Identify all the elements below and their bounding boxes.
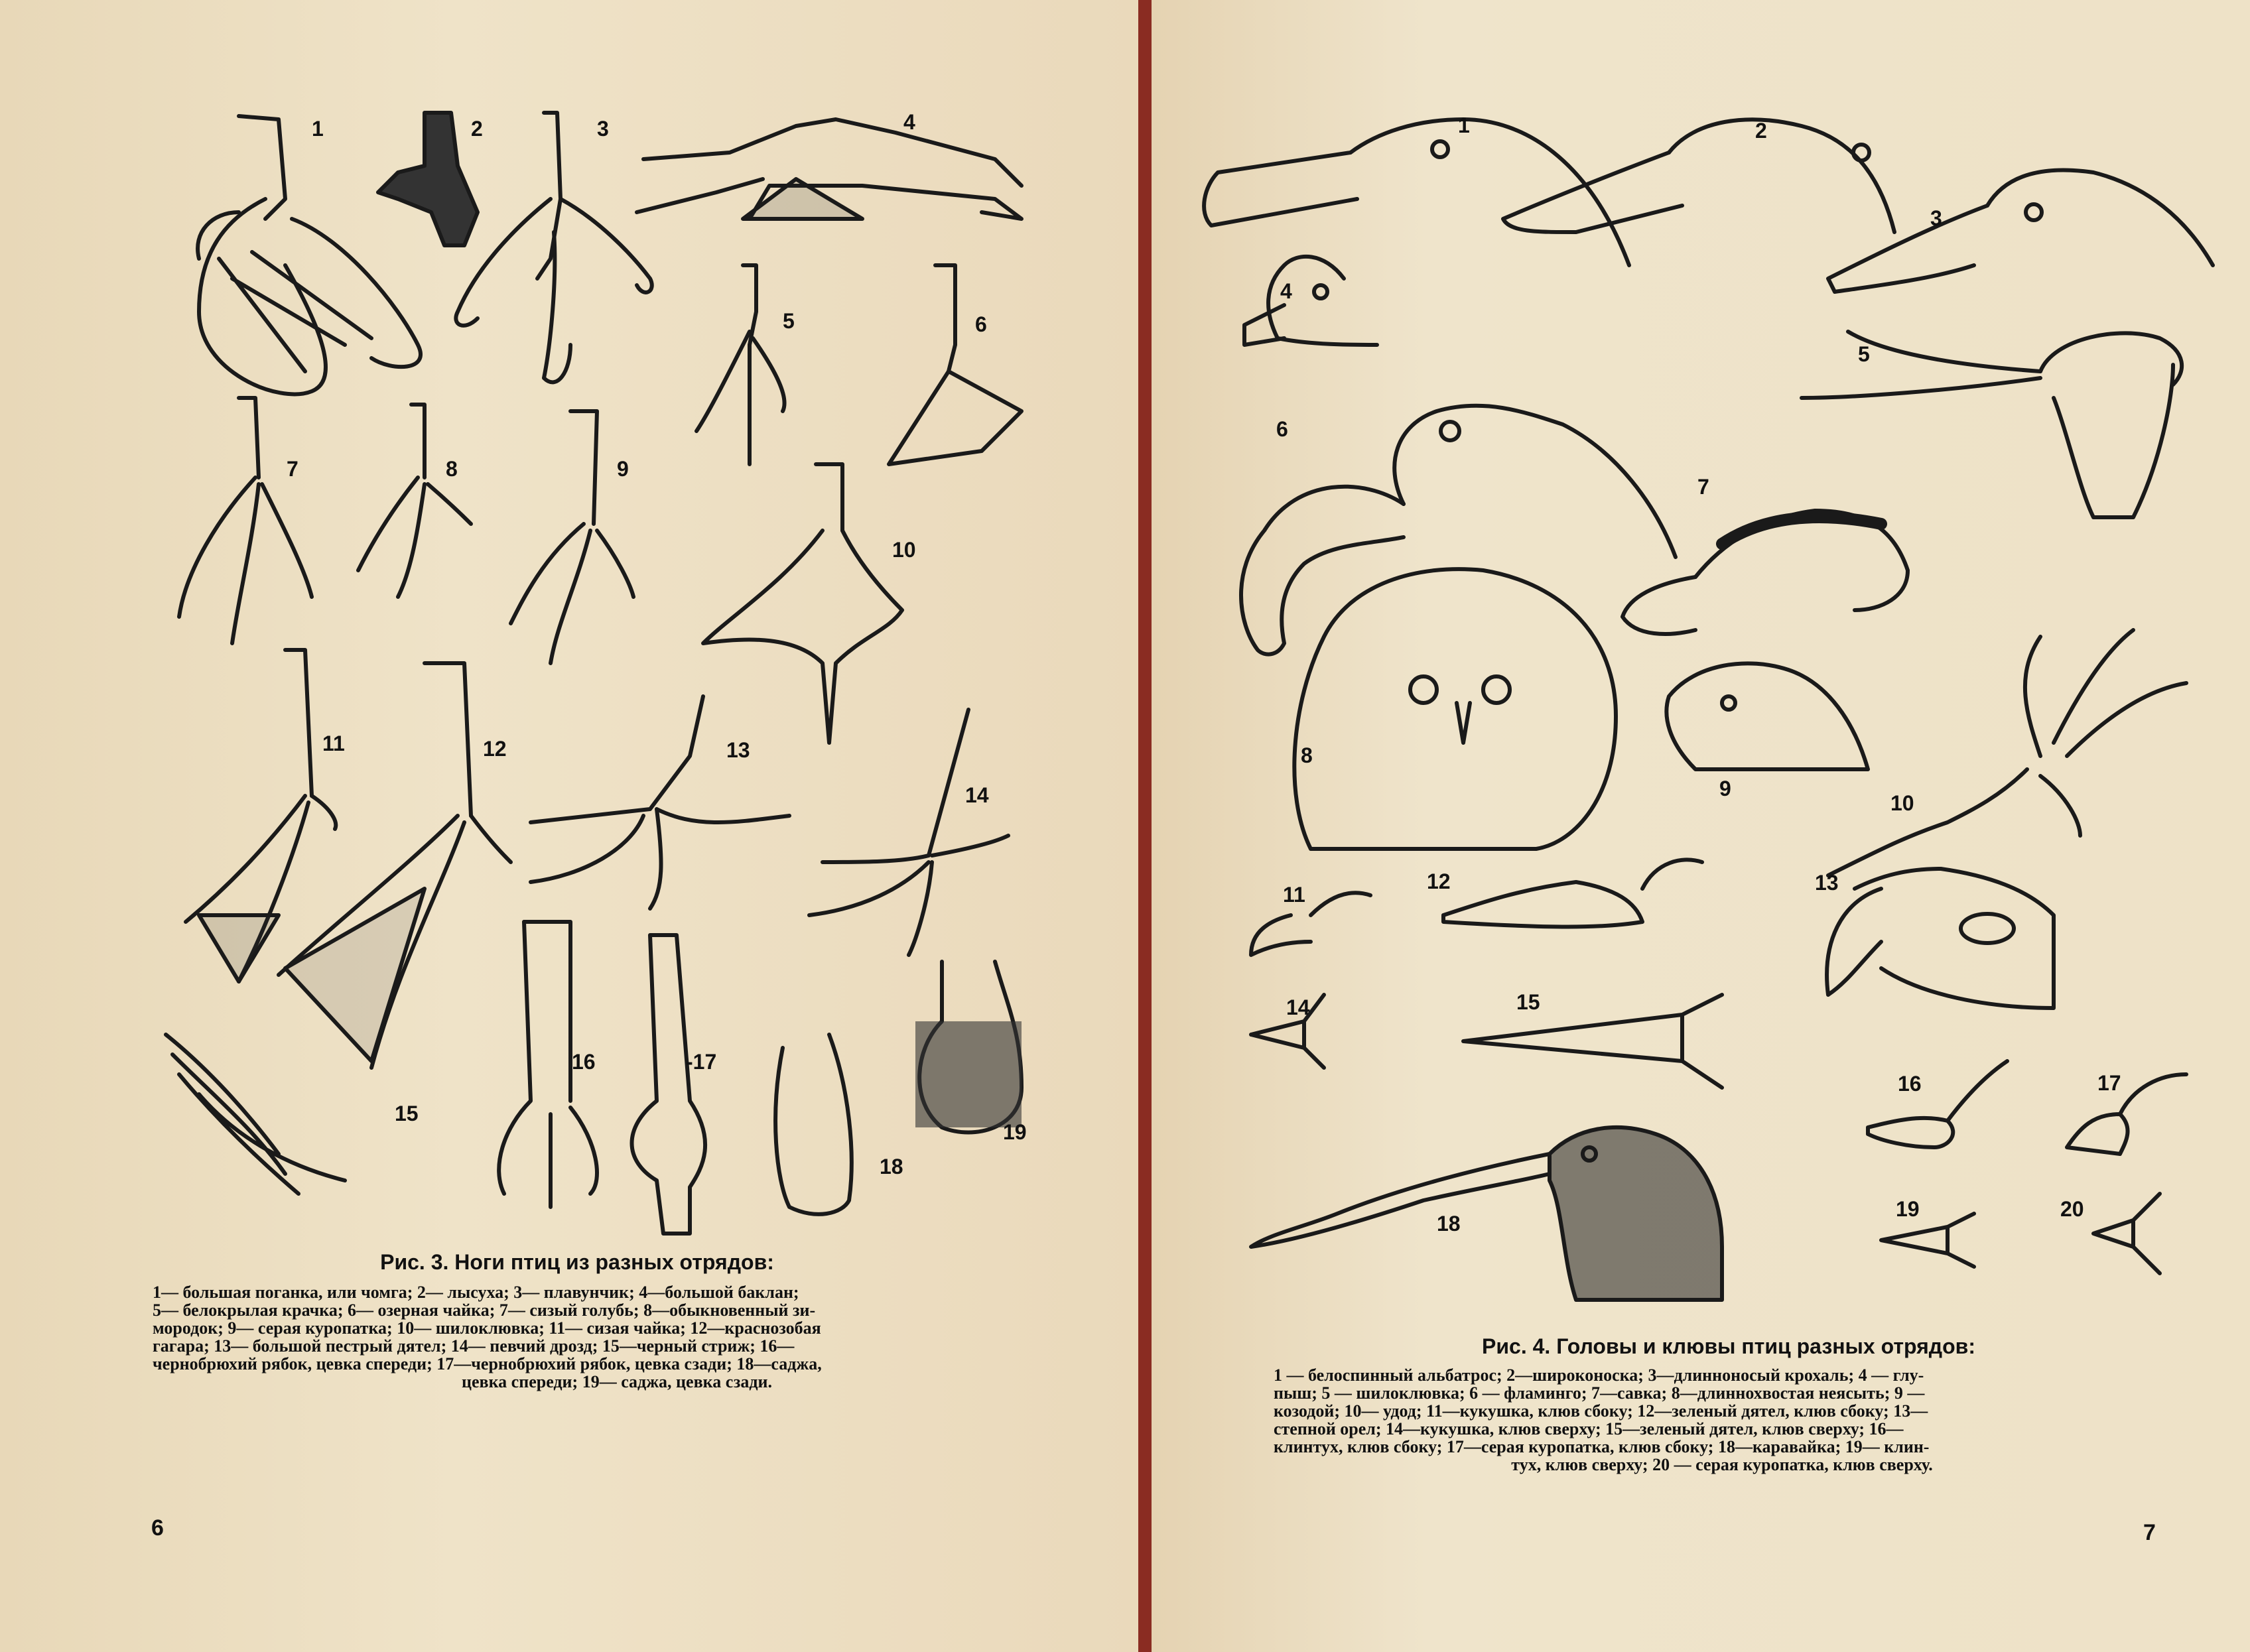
figure-4-caption-title: Рис. 4. Головы и клювы птиц разных отрядов: (1482, 1334, 1975, 1358)
caption-line: степной орел; 14—кукушка, клюв сверху; 15—зеленый дятел, клюв сверху; 16— (1274, 1419, 1904, 1438)
figure-number: 1 (312, 117, 324, 141)
foot-drawing-1 (198, 116, 421, 394)
beak-drawing-17 (2067, 1074, 2186, 1154)
figure-number: 7 (287, 457, 298, 481)
foot-drawing-15 (166, 1035, 345, 1194)
figure-number: 6 (1276, 417, 1288, 441)
foot-drawing-7 (179, 398, 312, 643)
beak-drawing-11 (1251, 893, 1370, 955)
figure-number: -17 (686, 1050, 717, 1074)
figure-number: 13 (1815, 871, 1839, 895)
caption-line: тух, клюв сверху; 20 — серая куропатка, клюв сверху. (1511, 1455, 1933, 1474)
head-drawing-3 (1828, 170, 2213, 292)
head-drawing-9 (1666, 663, 1868, 769)
figure-number: 4 (903, 110, 915, 134)
caption-line: пыш; 5 — шилоклювка; 6 — фламинго; 7—савка; 8—длиннохвостая неясыть; 9 — (1274, 1383, 1925, 1403)
figure-3-caption-title: Рис. 3. Ноги птиц из разных отрядов: (380, 1250, 774, 1274)
figure-number: 10 (892, 538, 916, 562)
head-drawing-6 (1241, 406, 1676, 655)
figure-number: 8 (446, 457, 458, 481)
figure-number: 3 (597, 117, 609, 141)
foot-drawing-8 (358, 405, 471, 597)
figure-number: 18 (880, 1155, 903, 1178)
page-number: 7 (2143, 1520, 2156, 1545)
foot-drawing-12 (279, 663, 511, 1068)
foot-drawing-6 (889, 265, 1022, 464)
caption-line: 1 — белоспинный альбатрос; 2—широконоска; 3—длинноносый крохаль; 4 — глу- (1274, 1366, 1924, 1385)
foot-drawing-2 (378, 113, 478, 245)
figure-number: 11 (1283, 883, 1305, 907)
figure-number: 6 (975, 312, 987, 336)
book-spine (1138, 0, 1152, 1652)
figure-number: 5 (1858, 342, 1870, 366)
foot-drawing-17 (632, 935, 706, 1234)
figure-number: 9 (617, 457, 629, 481)
figure-number: 14 (965, 783, 989, 807)
head-drawing-18 (1251, 1127, 1722, 1300)
head-drawing-4 (1244, 257, 1377, 345)
figure-number: 16 (1898, 1072, 1922, 1096)
caption-line: чернобрюхий рябок, цевка спереди; 17—чернобрюхий рябок, цевка сзади; 18—саджа, (153, 1354, 822, 1373)
figure-number: 7 (1697, 475, 1709, 499)
figure-number: 15 (395, 1102, 419, 1125)
beak-drawing-15 (1463, 995, 1722, 1088)
figure-number: 20 (2060, 1197, 2084, 1221)
figure-number: 4 (1280, 279, 1292, 303)
beak-drawing-16 (1868, 1061, 2007, 1147)
head-drawing-2 (1503, 119, 1894, 232)
figure-number: 16 (572, 1050, 596, 1074)
figure-number: 14 (1286, 995, 1310, 1019)
figure-number: 2 (471, 117, 483, 141)
right-page (1152, 0, 2250, 1652)
figure-number: 8 (1301, 743, 1313, 767)
figure-number: 1 (1458, 113, 1470, 137)
foot-drawing-3 (456, 113, 651, 382)
beak-drawing-19 (1881, 1214, 1974, 1267)
foot-drawing-5 (696, 265, 785, 464)
figure-number: 15 (1516, 990, 1540, 1014)
figure-number: 19 (1003, 1120, 1027, 1144)
foot-drawing-11 (186, 650, 336, 982)
page-number: 6 (151, 1515, 164, 1541)
figure-number: 19 (1896, 1197, 1920, 1221)
caption-line: 5— белокрылая крачка; 6— озерная чайка; 7— сизый голубь; 8—обыкновенный зи- (153, 1301, 816, 1320)
caption-line: 1— большая поганка, или чомга; 2— лысуха; 3— плавунчик; 4—большой баклан; (153, 1283, 799, 1302)
figure-number: 2 (1755, 119, 1767, 143)
caption-line: цевка спереди; 19— саджа, цевка сзади. (462, 1372, 772, 1391)
foot-drawing-13 (531, 696, 789, 909)
caption-line: гагара; 13— большой пестрый дятел; 14— певчий дрозд; 15—черный стриж; 16— (153, 1336, 795, 1356)
beak-drawing-12 (1443, 859, 1702, 926)
head-drawing-8 (1294, 569, 1616, 849)
beak-drawing-20 (2093, 1194, 2160, 1273)
foot-drawing-10 (703, 464, 902, 743)
figure-number: 13 (726, 738, 750, 762)
figure-number: 18 (1437, 1212, 1461, 1236)
foot-drawing-18 (775, 1035, 852, 1214)
caption-line: мородок; 9— серая куропатка; 10— шилоклювка; 11— сизая чайка; 12—краснозобая (153, 1318, 821, 1338)
figure-number: 17 (2097, 1071, 2121, 1095)
figure-number: 5 (783, 309, 795, 333)
foot-drawing-14 (809, 710, 1008, 955)
caption-line: козодой; 10— удод; 11—кукушка, клюв сбоку; 12—зеленый дятел, клюв сбоку; 13— (1274, 1401, 1928, 1421)
figure-number: 10 (1890, 791, 1914, 815)
figure-number: 11 (322, 731, 345, 755)
figure-number: 9 (1719, 777, 1731, 800)
foot-drawing-4 (637, 119, 1022, 219)
foot-drawing-19 (915, 962, 1022, 1133)
caption-line: клинтух, клюв сбоку; 17—серая куропатка, клюв сбоку; 18—каравайка; 19— клин- (1274, 1437, 1930, 1456)
head-drawing-13 (1827, 869, 2054, 1008)
figure-number: 3 (1930, 206, 1942, 230)
figure-number: 12 (1427, 869, 1451, 893)
foot-drawing-9 (511, 411, 633, 663)
head-drawing-10 (1828, 630, 2186, 875)
figure-number: 12 (483, 737, 507, 761)
